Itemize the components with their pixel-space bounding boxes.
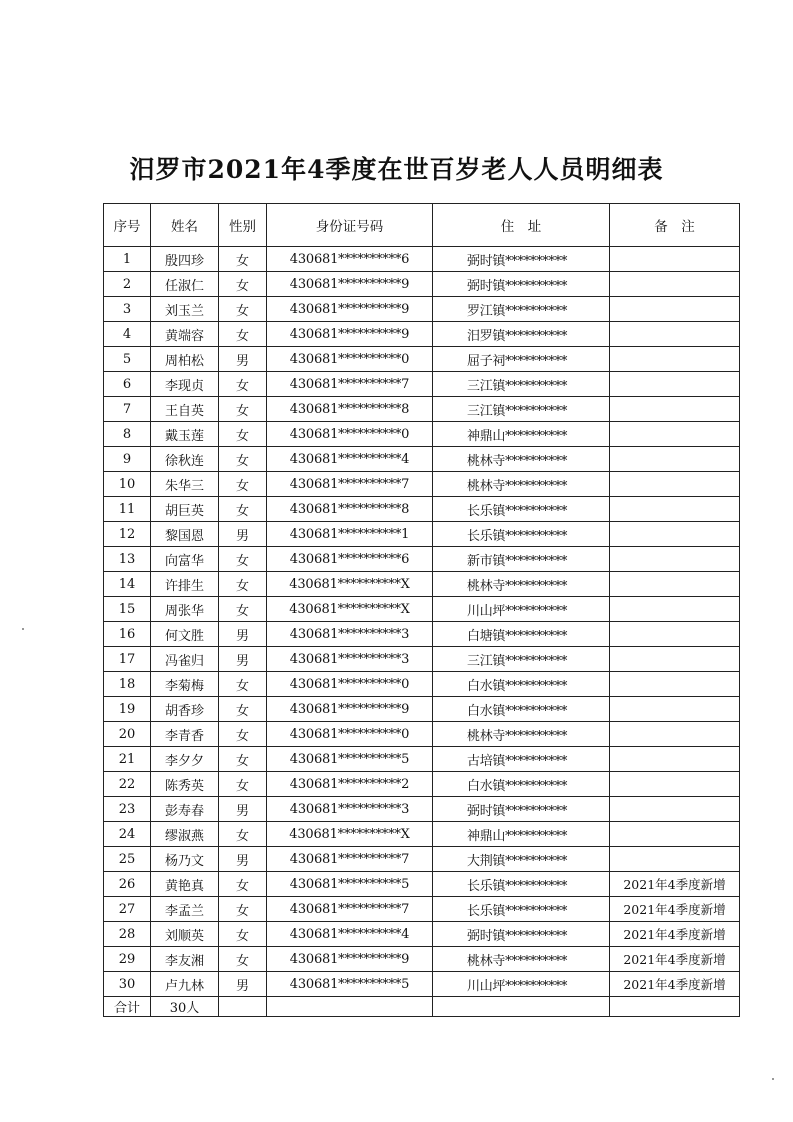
cell-seq: 10: [104, 472, 151, 497]
total-empty-cell: [267, 997, 433, 1017]
cell-gender: 女: [219, 572, 267, 597]
cell-id-number: 430681**********8: [267, 397, 433, 422]
cell-id-number: 430681**********7: [267, 897, 433, 922]
cell-name: 胡巨英: [151, 497, 219, 522]
cell-seq: 21: [104, 747, 151, 772]
cell-name: 李孟兰: [151, 897, 219, 922]
cell-address: 川山坪**********: [433, 972, 610, 997]
cell-note: [610, 422, 740, 447]
cell-gender: 男: [219, 522, 267, 547]
cell-note: [610, 572, 740, 597]
cell-seq: 18: [104, 672, 151, 697]
cell-note: [610, 372, 740, 397]
cell-name: 朱华三: [151, 472, 219, 497]
cell-id-number: 430681**********2: [267, 772, 433, 797]
cell-note: [610, 247, 740, 272]
cell-address: 弼时镇**********: [433, 272, 610, 297]
page-title: 汨罗市2021年4季度在世百岁老人人员明细表: [129, 155, 664, 184]
cell-note: [610, 672, 740, 697]
cell-id-number: 430681**********3: [267, 797, 433, 822]
table-row: [104, 597, 740, 622]
cell-seq: 20: [104, 722, 151, 747]
cell-gender: 女: [219, 947, 267, 972]
total-count: 30人: [151, 997, 219, 1017]
cell-address: 长乐镇**********: [433, 522, 610, 547]
cell-name: 胡香珍: [151, 697, 219, 722]
cell-name: 李现贞: [151, 372, 219, 397]
cell-seq: 28: [104, 922, 151, 947]
cell-gender: 男: [219, 347, 267, 372]
cell-seq: 26: [104, 872, 151, 897]
table-row: [104, 747, 740, 772]
cell-name: 李菊梅: [151, 672, 219, 697]
cell-id-number: 430681**********7: [267, 847, 433, 872]
cell-note: [610, 347, 740, 372]
cell-address: 白塘镇**********: [433, 622, 610, 647]
cell-address: 桃林寺**********: [433, 722, 610, 747]
table-row: [104, 472, 740, 497]
cell-address: 长乐镇**********: [433, 897, 610, 922]
cell-name: 许排生: [151, 572, 219, 597]
cell-address: 长乐镇**********: [433, 497, 610, 522]
cell-address: 神鼎山**********: [433, 822, 610, 847]
cell-id-number: 430681**********7: [267, 472, 433, 497]
table-row: [104, 547, 740, 572]
cell-address: 三江镇**********: [433, 372, 610, 397]
cell-address: 川山坪**********: [433, 597, 610, 622]
table-row: [104, 422, 740, 447]
cell-name: 冯雀归: [151, 647, 219, 672]
table-row: [104, 522, 740, 547]
cell-gender: 女: [219, 922, 267, 947]
cell-seq: 2: [104, 272, 151, 297]
cell-gender: 女: [219, 497, 267, 522]
header-note: 备 注: [610, 204, 740, 247]
cell-note: [610, 447, 740, 472]
cell-name: 殷四珍: [151, 247, 219, 272]
table-row: [104, 497, 740, 522]
cell-name: 周柏松: [151, 347, 219, 372]
table-body: [104, 247, 740, 997]
cell-id-number: 430681**********6: [267, 547, 433, 572]
cell-address: 三江镇**********: [433, 647, 610, 672]
total-row: [104, 997, 740, 1017]
table-row: [104, 697, 740, 722]
cell-name: 黄艳真: [151, 872, 219, 897]
cell-seq: 14: [104, 572, 151, 597]
cell-name: 任淑仁: [151, 272, 219, 297]
cell-note: [610, 822, 740, 847]
table-row: [104, 397, 740, 422]
cell-note: [610, 797, 740, 822]
cell-id-number: 430681**********0: [267, 347, 433, 372]
cell-id-number: 430681**********3: [267, 622, 433, 647]
table-row: [104, 297, 740, 322]
cell-seq: 24: [104, 822, 151, 847]
cell-seq: 15: [104, 597, 151, 622]
cell-seq: 16: [104, 622, 151, 647]
cell-seq: 25: [104, 847, 151, 872]
table-row: [104, 622, 740, 647]
cell-gender: 女: [219, 472, 267, 497]
cell-gender: 男: [219, 647, 267, 672]
cell-name: 彭寿春: [151, 797, 219, 822]
cell-id-number: 430681**********X: [267, 822, 433, 847]
cell-note: 2021年4季度新增: [610, 972, 740, 997]
scan-speck: [22, 628, 24, 630]
table-row: [104, 947, 740, 972]
cell-note: [610, 772, 740, 797]
cell-seq: 1: [104, 247, 151, 272]
cell-name: 缪淑燕: [151, 822, 219, 847]
table-header-row: [104, 204, 740, 247]
cell-address: 弼时镇**********: [433, 247, 610, 272]
cell-name: 周张华: [151, 597, 219, 622]
total-empty-cell: [219, 997, 267, 1017]
cell-id-number: 430681**********5: [267, 872, 433, 897]
table-row: [104, 672, 740, 697]
cell-note: 2021年4季度新增: [610, 947, 740, 972]
cell-seq: 29: [104, 947, 151, 972]
cell-id-number: 430681**********5: [267, 747, 433, 772]
cell-id-number: 430681**********9: [267, 322, 433, 347]
cell-id-number: 430681**********9: [267, 297, 433, 322]
cell-name: 何文胜: [151, 622, 219, 647]
cell-gender: 女: [219, 822, 267, 847]
header-name: 姓名: [151, 204, 219, 247]
cell-note: [610, 272, 740, 297]
table-row: [104, 447, 740, 472]
cell-address: 三江镇**********: [433, 397, 610, 422]
cell-note: [610, 322, 740, 347]
centenarian-table: [103, 203, 740, 1017]
cell-address: 白水镇**********: [433, 672, 610, 697]
cell-note: [610, 647, 740, 672]
cell-address: 弼时镇**********: [433, 797, 610, 822]
table-row: [104, 847, 740, 872]
table-row: [104, 247, 740, 272]
cell-gender: 女: [219, 772, 267, 797]
cell-seq: 22: [104, 772, 151, 797]
cell-address: 白水镇**********: [433, 697, 610, 722]
table-row: [104, 647, 740, 672]
cell-gender: 女: [219, 397, 267, 422]
cell-id-number: 430681**********9: [267, 947, 433, 972]
cell-gender: 女: [219, 722, 267, 747]
cell-id-number: 430681**********X: [267, 572, 433, 597]
cell-gender: 男: [219, 847, 267, 872]
cell-seq: 12: [104, 522, 151, 547]
cell-gender: 女: [219, 672, 267, 697]
header-seq: 序号: [104, 204, 151, 247]
cell-seq: 5: [104, 347, 151, 372]
cell-name: 王自英: [151, 397, 219, 422]
cell-name: 黎国恩: [151, 522, 219, 547]
cell-id-number: 430681**********3: [267, 647, 433, 672]
cell-address: 大荆镇**********: [433, 847, 610, 872]
header-address: 住 址: [433, 204, 610, 247]
cell-gender: 女: [219, 322, 267, 347]
cell-address: 汨罗镇**********: [433, 322, 610, 347]
cell-id-number: 430681**********4: [267, 447, 433, 472]
cell-address: 神鼎山**********: [433, 422, 610, 447]
table-row: [104, 572, 740, 597]
cell-name: 刘玉兰: [151, 297, 219, 322]
scan-speck: [772, 1078, 774, 1080]
cell-address: 古培镇**********: [433, 747, 610, 772]
total-empty-cell: [610, 997, 740, 1017]
table-row: [104, 797, 740, 822]
cell-seq: 13: [104, 547, 151, 572]
table-row: [104, 322, 740, 347]
cell-id-number: 430681**********0: [267, 422, 433, 447]
cell-note: 2021年4季度新增: [610, 872, 740, 897]
cell-note: [610, 847, 740, 872]
cell-seq: 27: [104, 897, 151, 922]
cell-note: [610, 397, 740, 422]
table-row: [104, 922, 740, 947]
cell-id-number: 430681**********6: [267, 247, 433, 272]
cell-id-number: 430681**********9: [267, 272, 433, 297]
table-row: [104, 897, 740, 922]
cell-name: 黄端容: [151, 322, 219, 347]
cell-gender: 女: [219, 747, 267, 772]
total-label: 合计: [104, 997, 151, 1017]
cell-note: [610, 697, 740, 722]
cell-seq: 6: [104, 372, 151, 397]
cell-id-number: 430681**********5: [267, 972, 433, 997]
cell-note: [610, 622, 740, 647]
cell-id-number: 430681**********8: [267, 497, 433, 522]
cell-name: 陈秀英: [151, 772, 219, 797]
cell-gender: 男: [219, 972, 267, 997]
table-row: [104, 272, 740, 297]
cell-id-number: 430681**********1: [267, 522, 433, 547]
cell-name: 戴玉莲: [151, 422, 219, 447]
cell-seq: 17: [104, 647, 151, 672]
cell-address: 白水镇**********: [433, 772, 610, 797]
table-row: [104, 372, 740, 397]
cell-id-number: 430681**********9: [267, 697, 433, 722]
cell-name: 卢九林: [151, 972, 219, 997]
cell-address: 桃林寺**********: [433, 947, 610, 972]
cell-id-number: 430681**********0: [267, 722, 433, 747]
cell-note: [610, 522, 740, 547]
cell-gender: 女: [219, 597, 267, 622]
cell-gender: 女: [219, 872, 267, 897]
cell-gender: 女: [219, 422, 267, 447]
cell-address: 罗江镇**********: [433, 297, 610, 322]
cell-seq: 4: [104, 322, 151, 347]
cell-address: 桃林寺**********: [433, 572, 610, 597]
cell-seq: 8: [104, 422, 151, 447]
header-gender: 性别: [219, 204, 267, 247]
cell-seq: 19: [104, 697, 151, 722]
cell-name: 李友湘: [151, 947, 219, 972]
cell-name: 李青香: [151, 722, 219, 747]
cell-note: [610, 747, 740, 772]
total-empty-cell: [433, 997, 610, 1017]
cell-seq: 23: [104, 797, 151, 822]
cell-note: [610, 497, 740, 522]
cell-gender: 女: [219, 697, 267, 722]
table-row: [104, 972, 740, 997]
cell-gender: 女: [219, 447, 267, 472]
cell-address: 桃林寺**********: [433, 472, 610, 497]
cell-seq: 7: [104, 397, 151, 422]
cell-address: 新市镇**********: [433, 547, 610, 572]
cell-address: 桃林寺**********: [433, 447, 610, 472]
cell-gender: 女: [219, 247, 267, 272]
cell-gender: 女: [219, 897, 267, 922]
cell-note: [610, 547, 740, 572]
header-id-number: 身份证号码: [267, 204, 433, 247]
cell-gender: 男: [219, 797, 267, 822]
table-row: [104, 822, 740, 847]
cell-name: 李夕夕: [151, 747, 219, 772]
table-row: [104, 872, 740, 897]
cell-seq: 11: [104, 497, 151, 522]
cell-note: [610, 297, 740, 322]
cell-id-number: 430681**********4: [267, 922, 433, 947]
cell-note: 2021年4季度新增: [610, 922, 740, 947]
cell-seq: 9: [104, 447, 151, 472]
cell-gender: 女: [219, 372, 267, 397]
cell-name: 向富华: [151, 547, 219, 572]
cell-address: 屈子祠**********: [433, 347, 610, 372]
cell-address: 长乐镇**********: [433, 872, 610, 897]
table-row: [104, 722, 740, 747]
cell-name: 刘顺英: [151, 922, 219, 947]
table-row: [104, 772, 740, 797]
cell-gender: 女: [219, 547, 267, 572]
cell-seq: 30: [104, 972, 151, 997]
cell-gender: 女: [219, 272, 267, 297]
cell-gender: 男: [219, 622, 267, 647]
cell-note: [610, 597, 740, 622]
cell-name: 徐秋连: [151, 447, 219, 472]
cell-id-number: 430681**********X: [267, 597, 433, 622]
cell-note: [610, 722, 740, 747]
cell-seq: 3: [104, 297, 151, 322]
cell-address: 弼时镇**********: [433, 922, 610, 947]
cell-id-number: 430681**********0: [267, 672, 433, 697]
table-row: [104, 347, 740, 372]
cell-note: [610, 472, 740, 497]
cell-note: 2021年4季度新增: [610, 897, 740, 922]
cell-gender: 女: [219, 297, 267, 322]
cell-name: 杨乃文: [151, 847, 219, 872]
cell-id-number: 430681**********7: [267, 372, 433, 397]
